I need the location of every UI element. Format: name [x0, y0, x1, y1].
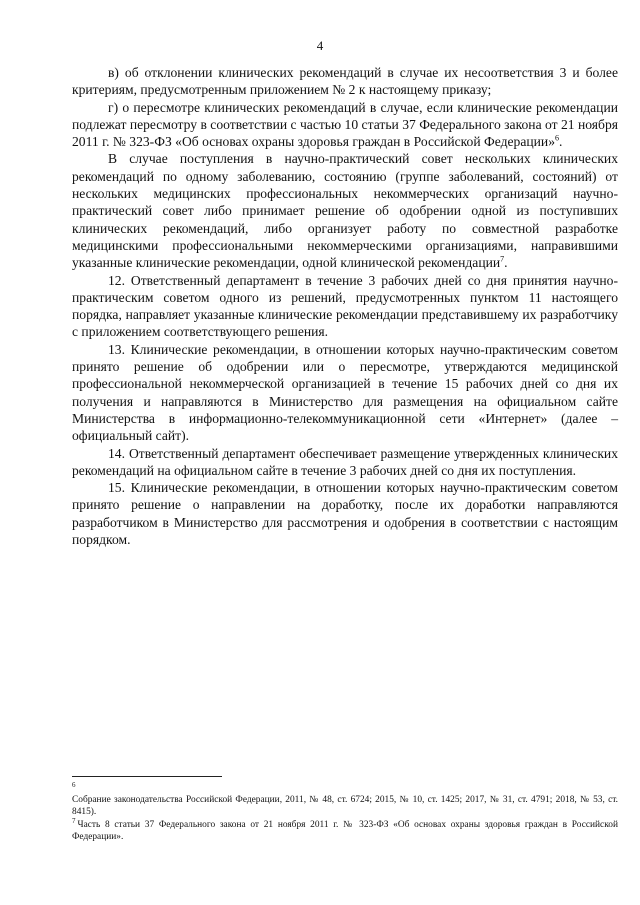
footnote-6: Собрание законодательства Российской Федерации, 2011, № 48, ст. 6724; 2015, № 10, ст. 1425; 2017, № 31, ст. 4791; 2018, № 53, ст. 8415). — [72, 795, 618, 818]
page-number: 4 — [316, 38, 324, 53]
footnote-divider — [72, 776, 222, 777]
paragraph-14: 14. Ответственный департамент обеспечивает размещение утвержденных клинических рекомендаций на официальном сайте в течение 3 рабочих дней со дня их поступления. — [72, 445, 618, 478]
paragraph-multiple-submissions: В случае поступления в научно-практический совет нескольких клинических рекомендаций по одному заболеванию, состоянию (группе заболеваний, состояний) от нескольких медицинских профессиональных некоммерческих организаций научно-практический совет либо принимает решение об одобрении одной из поступивших клинических рекомендаций, либо организует работу по совместной разработке медицинскими профессиональными некоммерческими организациями, направившими указанные клинические рекомендации, одной клинической рекомендации$^7$. — [72, 151, 618, 271]
paragraph-15: 15. Клинические рекомендации, в отношении которых научно-практическим советом принято решение о направлении на доработку, после их доработки направляются разработчиком в Министерство для рассмотрения и одобрения в соответствии с настоящим порядком. — [72, 480, 618, 548]
footnotes — [72, 781, 618, 844]
paragraph-12: 12. Ответственный департамент в течение 3 рабочих дней со дня принятия научно-практическим советом одного из решений, предусмотренных пунктом 11 настоящего порядка, направляет указанные клинические рекомендации представившему их разработчику с приложением соответствующего решения. — [72, 272, 618, 340]
footnote-7: $^7$ Часть 8 статьи 37 Федерального закона от 21 ноября 2011 г. № 323-ФЗ «Об основах охраны здоровья граждан в Российской Федерации». — [72, 816, 618, 843]
footnote-7-mark: 7 — [72, 816, 76, 825]
footnote-6-mark: 6 — [72, 781, 76, 789]
paragraph-13: 13. Клинические рекомендации, в отношении которых научно-практическим советом принято решение об одобрении или о пересмотре, утверждаются медицинской профессиональной некоммерческой организацией в течение 15 рабочих дней со дня их получения и направляются в Министерство для размещения на официальном сайте Министерства в информационно-телекоммуникационной сети «Интернет» (далее – официальный сайт). — [72, 341, 618, 444]
main-text — [72, 64, 618, 548]
footnote-ref-6: 6 — [555, 133, 560, 143]
paragraph-g: г) о пересмотре клинических рекомендаций в случае, если клинические рекомендации подлежат пересмотру в соответствии с частью 10 статьи 37 Федерального закона от 21 ноября 2011 г. № 323-ФЗ «Об основах охраны здоровья граждан в Российской Федерации»$^6$. — [72, 99, 618, 150]
paragraph-v: в) об отклонении клинических рекомендаций в случае их несоответствия 3 и более критериям, предусмотренным приложением № 2 к настоящему приказу; — [72, 65, 618, 98]
footnote-ref-7: 7 — [500, 254, 505, 264]
